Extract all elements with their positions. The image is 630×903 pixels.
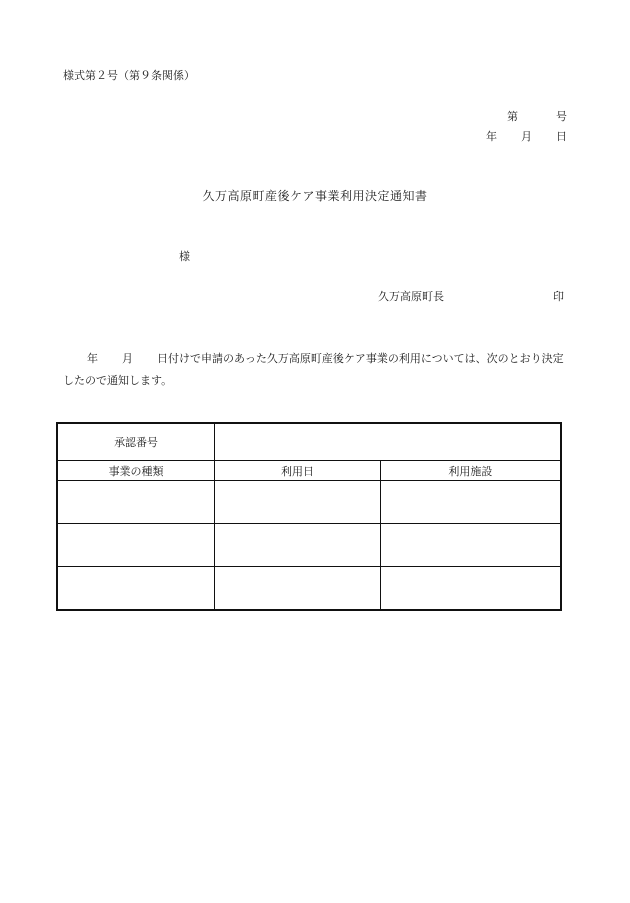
column-header-use-date: 利用日 — [215, 461, 381, 481]
cell-service-type[interactable] — [57, 524, 215, 567]
cell-facility[interactable] — [380, 524, 561, 567]
doc-no-prefix: 第 — [507, 110, 518, 123]
document-title: 久万高原町産後ケア事業利用決定通知書 — [202, 189, 428, 203]
table-header-row — [57, 461, 561, 481]
date-month: 月 — [521, 130, 532, 143]
cell-use-date[interactable] — [215, 481, 381, 524]
column-header-facility: 利用施設 — [380, 461, 561, 481]
column-header-service-type: 事業の種類 — [57, 461, 215, 481]
body-year: 年 — [87, 352, 98, 365]
cell-use-date[interactable] — [215, 524, 381, 567]
form-number: 様式第２号（第９条関係） — [63, 69, 195, 82]
decision-table — [56, 422, 562, 611]
table-row — [57, 481, 561, 524]
document-number — [507, 108, 567, 124]
table-row — [57, 524, 561, 567]
cell-use-date[interactable] — [215, 567, 381, 611]
approval-row — [57, 423, 561, 461]
cell-facility[interactable] — [380, 567, 561, 611]
table-row — [57, 567, 561, 611]
body-paragraph — [63, 348, 568, 392]
approval-value[interactable] — [215, 423, 561, 461]
cell-service-type[interactable] — [57, 481, 215, 524]
approval-label: 承認番号 — [57, 423, 215, 461]
addressee-suffix: 様 — [179, 250, 190, 263]
document-date — [486, 128, 567, 144]
date-year: 年 — [486, 130, 497, 143]
seal-mark: 印 — [553, 290, 564, 303]
date-day: 日 — [556, 130, 567, 143]
doc-no-suffix: 号 — [556, 110, 567, 123]
cell-facility[interactable] — [380, 481, 561, 524]
body-month: 月 — [122, 352, 133, 365]
sender-name: 久万高原町長 — [378, 290, 444, 303]
cell-service-type[interactable] — [57, 567, 215, 611]
body-rest: 日付けで申請のあった久万高原町産後ケア事業の利用については、次のとおり決定したので通知します。 — [63, 352, 564, 387]
